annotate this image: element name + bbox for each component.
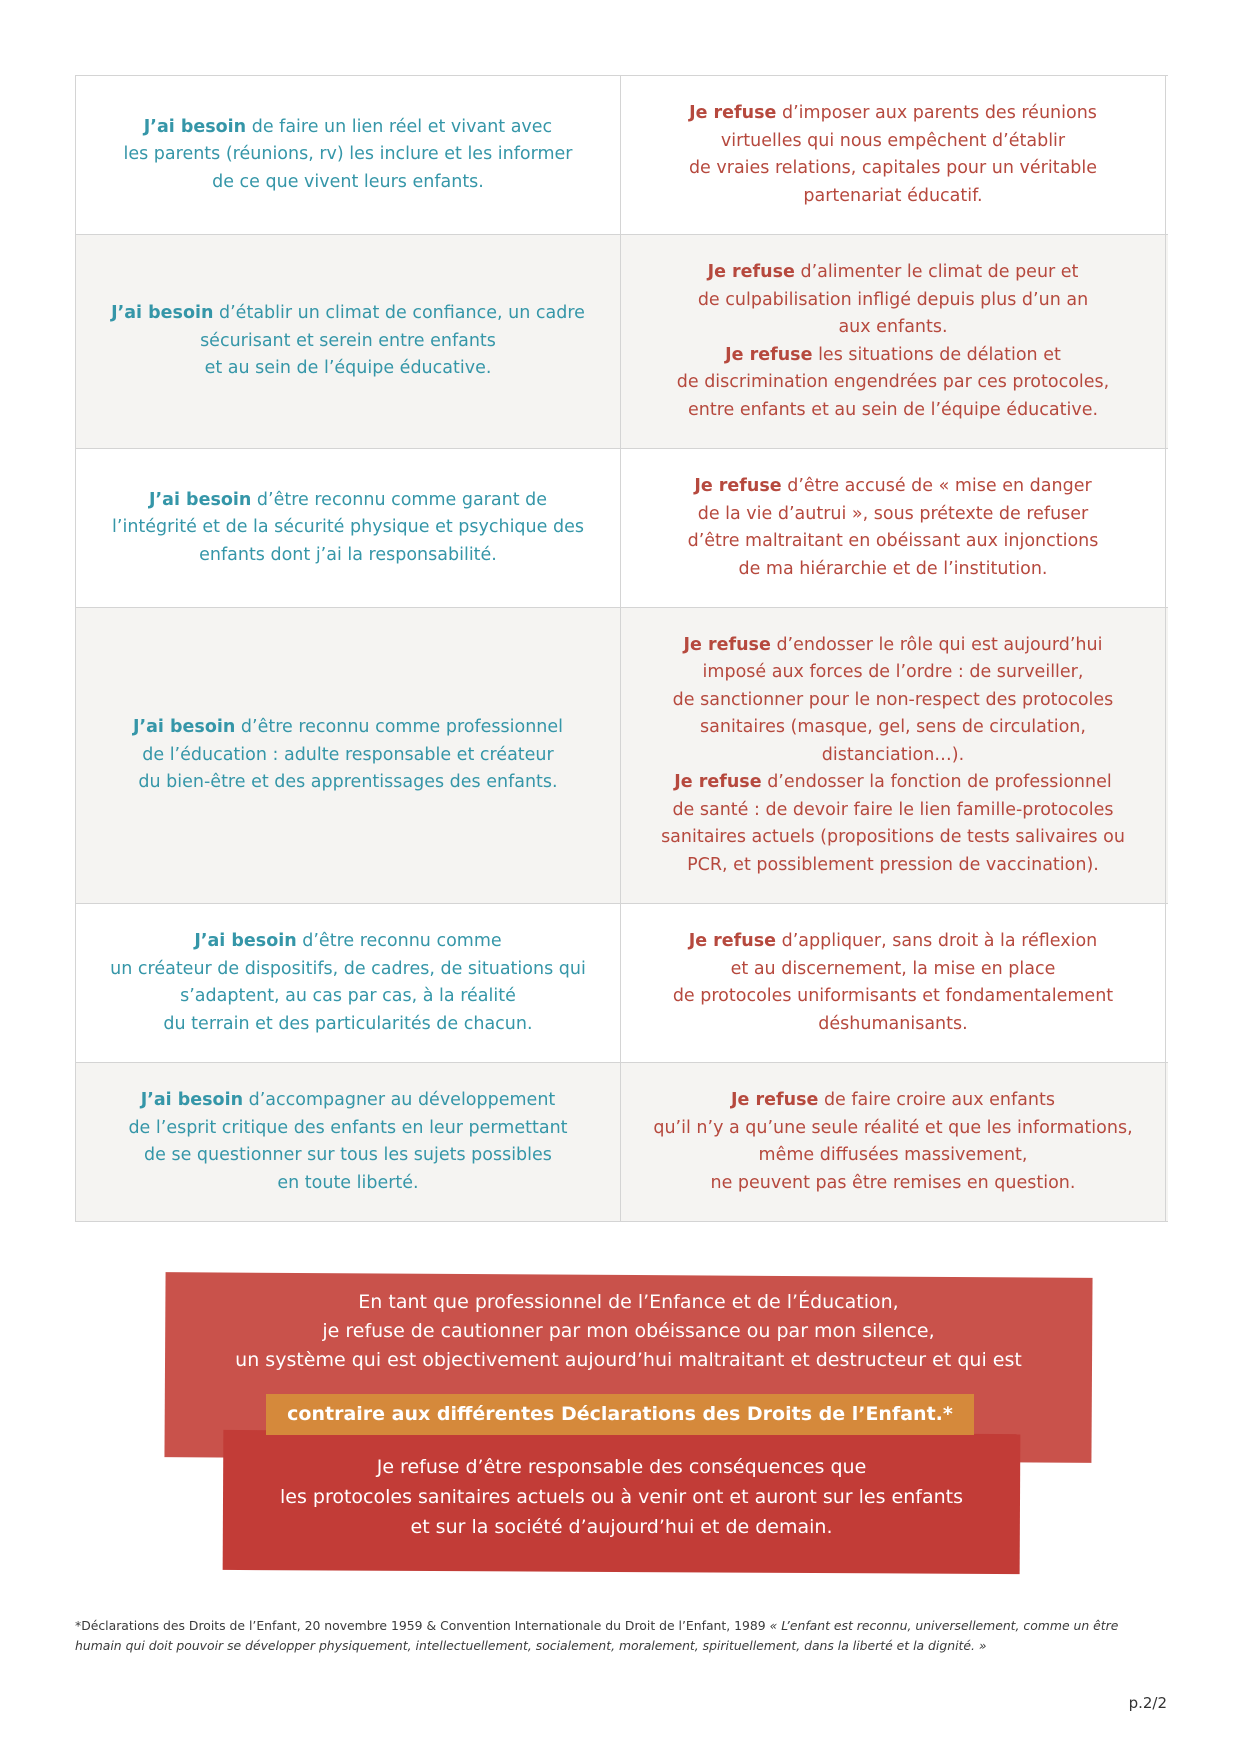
need-text: J’ai besoin d’être reconnu comme un créateur de dispositifs, de cadres, de situations qui s’adaptent, au cas par cas, à la réalité du terrain et des particularités de chacun. — [110, 931, 586, 1034]
refuse-text: Je refuse d’être accusé de « mise en danger de la vie d’autrui », sous prétexte de refuser d’être maltraitant en obéissant aux injonctions de ma hiérarchie et de l’institution. — [687, 476, 1099, 579]
refuse-keyword: Je refuse — [694, 476, 782, 496]
refuse-cell — [621, 1063, 1166, 1221]
refuse-keyword: Je refuse — [731, 1090, 819, 1110]
need-cell — [76, 235, 621, 448]
page-number: p.2/2 — [1128, 1694, 1167, 1712]
need-cell — [76, 449, 621, 607]
need-keyword: J’ai besoin — [111, 303, 214, 324]
need-text: J’ai besoin d’accompagner au développement de l’esprit critique des enfants en leur permettant de se questionner sur tous les sujets possibles en toute liberté. — [128, 1090, 568, 1193]
refuse-keyword: Je refuse — [683, 634, 771, 655]
refuse-text: Je refuse d’alimenter le climat de peur et de culpabilisation infligé depuis plus d’un an aux enfants. Je refuse les situations de délation et de discrimination engendrées par ces protocoles, entre enfants et au sein de l’équipe éducative. — [676, 262, 1110, 420]
need-text: J’ai besoin de faire un lien réel et vivant avec les parents (réunions, rv) les inclure et les informer de ce que vivent leurs enfants. — [123, 116, 573, 192]
refuse-keyword: Je refuse — [689, 103, 777, 123]
need-keyword: J’ai besoin — [132, 717, 236, 738]
need-cell — [76, 608, 621, 903]
need-keyword: J’ai besoin — [194, 931, 297, 951]
refuse-text: Je refuse d’appliquer, sans droit à la réflexion et au discernement, la mise en place de protocoles uniformisants et fondamentalement déshumanisants. — [672, 931, 1114, 1034]
table-row — [76, 76, 1168, 235]
refuse-cell — [621, 76, 1166, 234]
refuse-keyword: Je refuse — [707, 262, 795, 282]
table-row — [76, 235, 1168, 449]
table-row — [76, 1063, 1168, 1222]
refuse-cell — [621, 235, 1166, 448]
refuse-text: Je refuse d’imposer aux parents des réunions virtuelles qui nous empêchent d’établir de vraies relations, capitales pour un véritable partenariat éducatif. — [688, 103, 1098, 206]
needs-refusals-table — [75, 75, 1168, 1222]
need-keyword: J’ai besoin — [148, 489, 252, 510]
consequences-text: Je refuse d’être responsable des conséquences que les protocoles sanitaires actuels ou à venir ont et auront sur les enfants et sur la société d’aujourd’hui et de demain. — [280, 1456, 963, 1538]
refuse-cell — [621, 904, 1166, 1062]
need-text: J’ai besoin d’établir un climat de confiance, un cadre sécurisant et serein entre enfants et au sein de l’équipe éducative. — [111, 303, 585, 379]
footnote-quote: « L’enfant est reconnu, universellement, comme un être humain qui doit pouvoir se développer physiquement, intellectuellement, socialement, moralement, spirituellement, dans la liberté et la dignité. » — [75, 1618, 1119, 1653]
refuse-cell — [621, 449, 1166, 607]
table-row — [76, 904, 1168, 1063]
need-cell — [76, 1063, 621, 1221]
refuse-text: Je refuse de faire croire aux enfants qu’il n’y a qu’une seule réalité et que les informations, même diffusées massivement, ne peuvent pas être remises en question. — [653, 1090, 1133, 1193]
footnote — [75, 1616, 1167, 1656]
refuse-keyword: Je refuse — [688, 931, 777, 951]
table-row — [76, 449, 1168, 608]
statement-text: En tant que professionnel de l’Enfance et de l’Éducation, je refuse de cautionner par mon obéissance ou par mon silence, un système qui est objectivement aujourd’hui maltraitant et destructeur et qui est — [235, 1291, 1022, 1371]
need-text: J’ai besoin d’être reconnu comme garant de l’intégrité et de la sécurité physique et psychique des enfants dont j’ai la responsabilité. — [112, 489, 584, 565]
refuse-keyword: Je refuse — [674, 772, 762, 793]
table-row — [76, 608, 1168, 904]
need-text: J’ai besoin d’être reconnu comme professionnel de l’éducation : adulte responsable et créateur du bien-être et des apprentissages des enfants. — [132, 717, 564, 793]
need-cell — [76, 904, 621, 1062]
need-keyword: J’ai besoin — [143, 116, 247, 137]
rights-highlight: contraire aux différentes Déclarations des Droits de l’Enfant.* — [266, 1394, 974, 1435]
refuse-keyword: Je refuse — [725, 344, 813, 365]
need-cell — [76, 76, 621, 234]
need-keyword: J’ai besoin — [140, 1090, 244, 1110]
refuse-text: Je refuse d’endosser le rôle qui est aujourd’hui imposé aux forces de l’ordre : de surveiller, de sanctionner pour le non-respect des protocoles sanitaires (masque, gel, sens de circulation, distanciation…). Je refuse d’endosser la fonction de professionnel de santé : de devoir faire le lien famille-protocoles sanitaires actuels (propositions de tests salivaires ou PCR, et possiblement pression de vaccination). — [661, 634, 1125, 875]
refuse-cell — [621, 608, 1166, 903]
footnote-reference: *Déclarations des Droits de l’Enfant, 20 novembre 1959 & Convention Internationale du Droit de l’Enfant, 1989 — [75, 1618, 766, 1633]
